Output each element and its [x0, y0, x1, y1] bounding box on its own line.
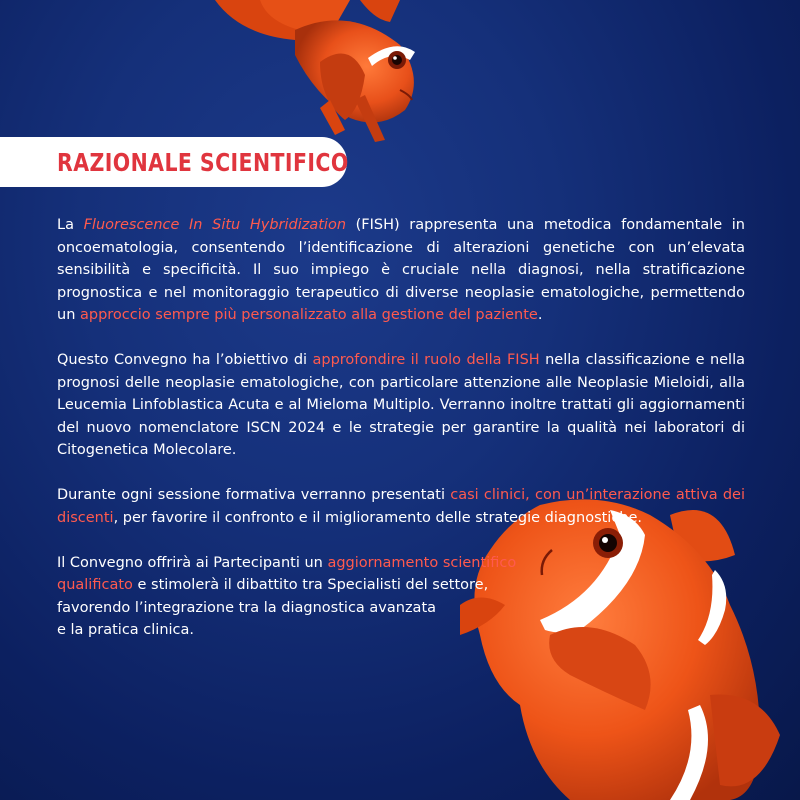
p2-text-c: nella classificazione e nella prognosi delle neoplasie ematologiche, con particolare attenzione alle Neoplasie Mieloidi, alla Leucemia Linfoblastica Acuta e al Mieloma Multiplo. Verranno inoltre trattati gli aggiornamenti del nuovo nomenclatore ISCN 2024 e le strategie per garantire la qualità nei laboratori di Citogenetica Molecolare.: [57, 352, 745, 458]
paragraph-2: [57, 349, 745, 462]
paragraph-1: [57, 214, 745, 327]
clownfish-top-icon: [200, 0, 440, 150]
p4-text-a: Il Convegno offrirà ai Partecipanti un: [57, 554, 328, 571]
paragraph-4: [57, 552, 745, 642]
p4-text-c2: favorendo l’integrazione tra la diagnostica avanzata: [57, 599, 437, 616]
body-text: [57, 214, 745, 664]
p3-highlight-cases: casi clinici, con un’interazione attiva dei discenti: [57, 487, 745, 526]
p1-text-a: La: [57, 217, 84, 233]
p4-text-c3: e la pratica clinica.: [57, 622, 194, 638]
p2-highlight-role: approfondire il ruolo della FISH: [312, 352, 540, 368]
p4-highlight-update-2: qualificato: [57, 577, 133, 593]
p3-text-a: Durante ogni sessione formativa verranno presentati: [57, 487, 451, 503]
p1-highlight-fish-term: Fluorescence In Situ Hybridization: [83, 217, 347, 233]
paragraph-3: [57, 484, 745, 529]
p1-text-e: .: [537, 307, 543, 323]
p1-text-c: (FISH) rappresenta una metodica fondamentale in oncoematologia, consentendo l’identificazione di alterazioni genetiche con un’elevata sensibilità e specificità. Il suo impiego è cruciale nella diagnosi, nella stratificazione prognostica e nel monitoraggio terapeutico di diverse neoplasie ematologiche, permettendo un: [57, 217, 745, 323]
p2-text-a: Questo Convegno ha l’obiettivo di: [57, 352, 313, 368]
p4-highlight-update-1: aggiornamento scientifico: [327, 554, 517, 571]
section-title-bar: [0, 137, 347, 187]
p4-text-c1: e stimolerà il dibattito tra Specialisti del settore,: [132, 577, 489, 593]
p3-text-c: , per favorire il confronto e il miglioramento delle strategie diagnostiche.: [113, 509, 643, 526]
section-title: RAZIONALE SCIENTIFICO: [57, 147, 349, 177]
p1-highlight-approach: approccio sempre più personalizzato alla gestione del paziente: [80, 307, 538, 323]
